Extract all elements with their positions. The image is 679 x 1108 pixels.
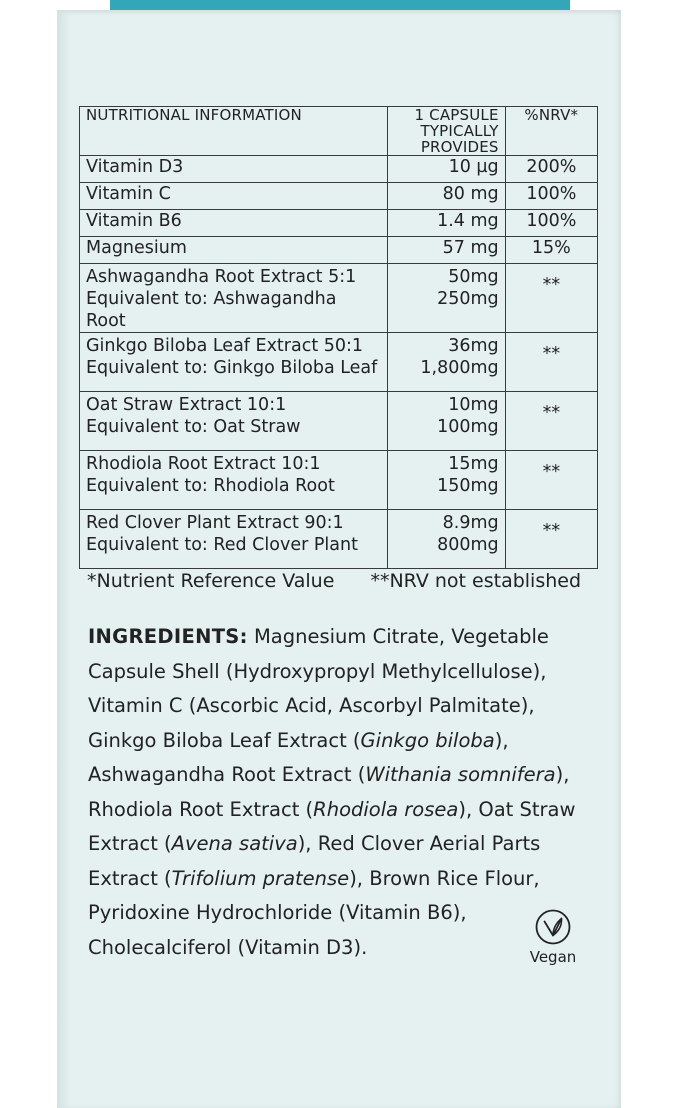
table-row xyxy=(80,156,598,183)
ingredient-text: ), Brown Rice Flour, Pyridoxine Hydrochloride (Vitamin B6), Cholecalciferol (Vitamin D3). xyxy=(88,866,540,959)
ingredient-text: ), Oat Straw Extract ( xyxy=(88,797,576,855)
ingredient-text: ), Red Clover Aerial Parts Extract ( xyxy=(88,832,541,890)
botanical-name: Avena sativa xyxy=(171,832,298,855)
header-line: PROVIDES xyxy=(420,138,499,156)
nutrient-nrv: 15% xyxy=(505,237,597,264)
header-line: 1 CAPSULE xyxy=(414,106,499,124)
extract-amount: 50mg xyxy=(448,267,499,287)
table-row xyxy=(80,210,598,237)
extract-name: Oat Straw Extract 10:1 xyxy=(86,395,287,415)
botanical-name: Trifolium pratense xyxy=(171,866,350,890)
footnotes xyxy=(87,568,607,594)
nutrient-name: Vitamin B6 xyxy=(80,210,388,237)
extract-nrv-cell xyxy=(505,264,597,333)
botanical-name: Withania somnifera xyxy=(365,763,556,786)
footnote-not-established: **NRV not established xyxy=(370,570,582,592)
extract-name-cell xyxy=(80,264,388,333)
extract-nrv: ** xyxy=(542,521,561,541)
extract-nrv-cell xyxy=(505,451,597,510)
nutrient-name: Vitamin C xyxy=(80,183,388,210)
extract-nrv: ** xyxy=(542,403,561,423)
extract-amount-cell xyxy=(388,264,505,333)
nutrient-nrv: 100% xyxy=(505,210,597,237)
header-line: NUTRITIONAL xyxy=(86,106,190,124)
ingredients-text xyxy=(88,625,575,959)
extract-equivalent: Equivalent to: Red Clover Plant xyxy=(86,535,358,555)
extract-name-cell xyxy=(80,333,388,392)
extract-amount-cell xyxy=(388,333,505,392)
header-line: TYPICALLY xyxy=(420,122,499,140)
extract-name: Red Clover Plant Extract 90:1 xyxy=(86,513,344,533)
ingredients-list xyxy=(88,620,588,965)
vegan-badge xyxy=(523,908,583,966)
extract-equivalent-amount: 250mg xyxy=(437,289,499,309)
table-row xyxy=(80,510,598,569)
ingredient-text: ), Rhodiola Root Extract ( xyxy=(88,763,570,821)
extract-name: Ginkgo Biloba Leaf Extract 50:1 xyxy=(86,336,364,356)
nutrient-amount: 80 mg xyxy=(388,183,505,210)
extract-amount: 15mg xyxy=(448,454,499,474)
nutrient-amount: 1.4 mg xyxy=(388,210,505,237)
extract-equivalent: Equivalent to: Ashwagandha Root xyxy=(86,289,337,331)
vegan-leaf-icon xyxy=(534,908,572,946)
extract-nrv: ** xyxy=(542,344,561,364)
extract-name: Ashwagandha Root Extract 5:1 xyxy=(86,267,357,287)
extract-amount: 10mg xyxy=(448,395,499,415)
extract-equivalent-amount: 100mg xyxy=(437,417,499,437)
extract-equivalent-amount: 800mg xyxy=(437,535,499,555)
extract-equivalent-amount: 150mg xyxy=(437,476,499,496)
botanical-name: Rhodiola rosea xyxy=(313,797,459,821)
extract-equivalent: Equivalent to: Ginkgo Biloba Leaf xyxy=(86,358,378,378)
extract-equivalent: Equivalent to: Oat Straw xyxy=(86,417,301,437)
extract-amount-cell xyxy=(388,510,505,569)
nutrient-name: Vitamin D3 xyxy=(80,156,388,183)
extract-nrv: ** xyxy=(542,275,561,295)
extract-name: Rhodiola Root Extract 10:1 xyxy=(86,454,321,474)
panel-edge-shade xyxy=(57,10,71,1108)
nutrient-nrv: 200% xyxy=(505,156,597,183)
header-nrv: %NRV* xyxy=(505,107,597,156)
botanical-name: Ginkgo biloba xyxy=(360,728,495,752)
header-capsule-provides xyxy=(388,107,505,156)
nutrition-table-header xyxy=(80,107,598,156)
nutrient-nrv: 100% xyxy=(505,183,597,210)
footnote-nrv: *Nutrient Reference Value xyxy=(87,570,335,592)
header-line: INFORMATION xyxy=(194,106,302,124)
extract-amount: 8.9mg xyxy=(442,513,499,533)
extract-amount-cell xyxy=(388,392,505,451)
nutrition-table xyxy=(79,106,598,569)
extract-amount: 36mg xyxy=(448,336,499,356)
extract-name-cell xyxy=(80,392,388,451)
extract-nrv-cell xyxy=(505,333,597,392)
nutrition-table-body xyxy=(80,156,598,569)
ingredient-text: ), Ashwagandha Root Extract ( xyxy=(88,728,509,786)
table-row xyxy=(80,392,598,451)
ingredient-text: Magnesium Citrate, Vegetable Capsule Shell (Hydroxypropyl Methylcellulose), Vitamin C (Ascorbic Acid, Ascorbyl Palmitate), Ginkgo Biloba Leaf Extract ( xyxy=(88,625,549,752)
nutrient-amount: 10 µg xyxy=(388,156,505,183)
extract-name-cell xyxy=(80,510,388,569)
ingredients-label: INGREDIENTS: xyxy=(88,625,248,648)
nutrient-name: Magnesium xyxy=(80,237,388,264)
extract-equivalent: Equivalent to: Rhodiola Root xyxy=(86,476,335,496)
extract-equivalent-amount: 1,800mg xyxy=(420,358,499,378)
table-row xyxy=(80,451,598,510)
extract-nrv: ** xyxy=(542,462,561,482)
table-row xyxy=(80,183,598,210)
extract-nrv-cell xyxy=(505,510,597,569)
vegan-label: Vegan xyxy=(529,948,577,966)
extract-name-cell xyxy=(80,451,388,510)
label-panel xyxy=(57,10,621,1108)
extract-nrv-cell xyxy=(505,392,597,451)
extract-amount-cell xyxy=(388,451,505,510)
table-row xyxy=(80,264,598,333)
table-row xyxy=(80,333,598,392)
table-row xyxy=(80,237,598,264)
nutrient-amount: 57 mg xyxy=(388,237,505,264)
header-nutritional-information xyxy=(80,107,388,156)
